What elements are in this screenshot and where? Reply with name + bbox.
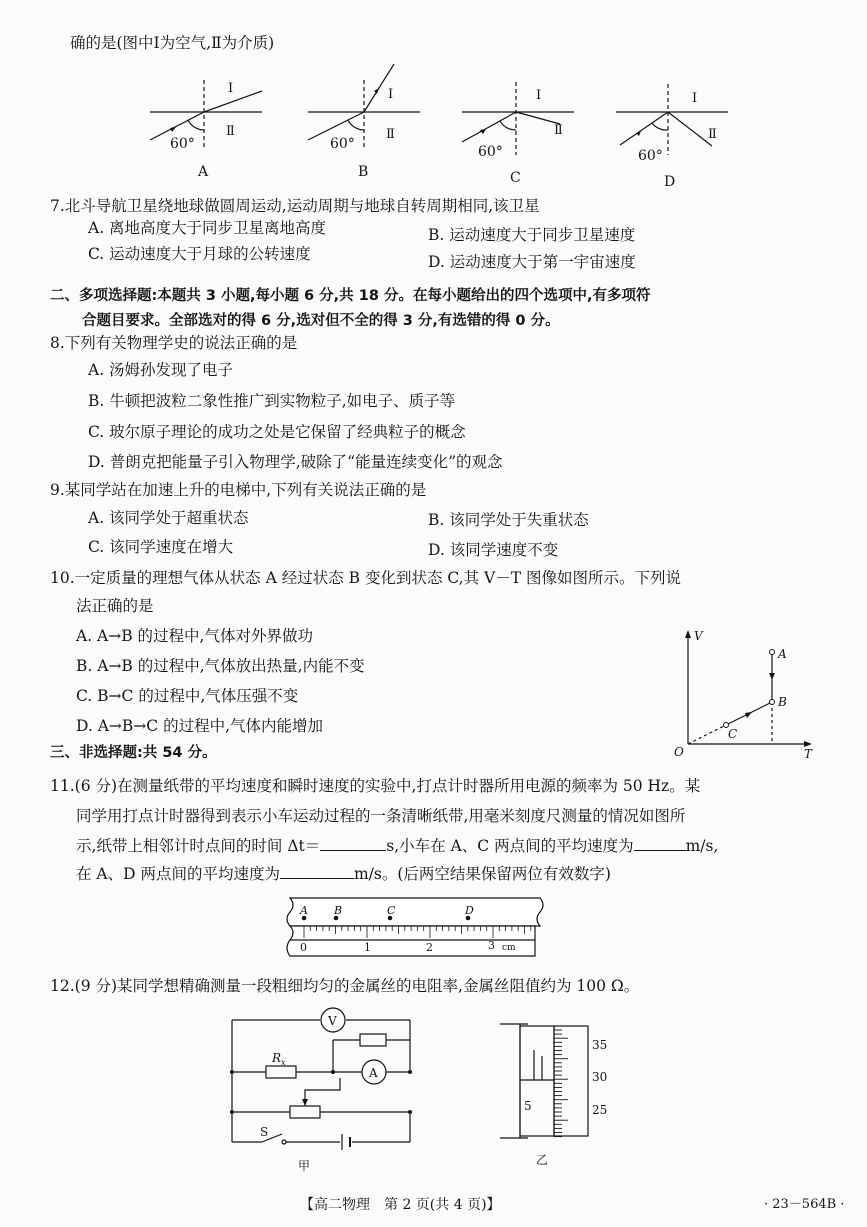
tape-point-c: C xyxy=(387,904,396,917)
q8-option-b: B. 牛顿把波粒二象性推广到实物粒子,如电子、质子等 xyxy=(88,392,456,410)
q9-stem: 9.某同学站在加速上升的电梯中,下列有关说法正确的是 xyxy=(50,481,427,499)
ruler-tick-1: 1 xyxy=(364,941,371,954)
resistor-sub: x xyxy=(281,1058,286,1067)
q12-stem: 12.(9 分)某同学想精确测量一段粗细均匀的金属丝的电阻率,金属丝阻值约为 100 Ω。 xyxy=(50,977,640,995)
q11-line1: 11.(6 分)在测量纸带的平均速度和瞬时速度的实验中,打点计时器所用电源的频率为 50 Hz。某 xyxy=(50,777,701,795)
footer-code: · 23－564B · xyxy=(764,1197,845,1212)
vt-origin: O xyxy=(674,745,684,759)
thimble-30: 30 xyxy=(592,1070,608,1084)
diagD-angle: 60° xyxy=(638,148,663,164)
diagB-medium1: Ⅰ xyxy=(388,87,394,102)
ammeter-label: A xyxy=(369,1066,378,1080)
q11-line4-b: m/s。(后两空结果保留两位有效数字) xyxy=(353,865,611,883)
diagA-medium1: Ⅰ xyxy=(228,81,234,96)
diagC-letter: C xyxy=(510,170,521,186)
q8-stem: 8.下列有关物理学史的说法正确的是 xyxy=(50,334,298,352)
section2-line2: 合题目要求。全部选对的得 6 分,选对但不全的得 3 分,有选错的得 0 分。 xyxy=(82,313,560,329)
q9-option-b: B. 该同学处于失重状态 xyxy=(428,511,589,529)
q10-option-b: B. A→B 的过程中,气体放出热量,内能不变 xyxy=(76,657,365,675)
vt-xlabel: T xyxy=(804,747,813,761)
q6-stem: 确的是(图中Ⅰ为空气,Ⅱ为介质) xyxy=(70,34,275,52)
q7-option-d: D. 运动速度大于第一宇宙速度 xyxy=(428,253,636,271)
q7-option-c: C. 运动速度大于月球的公转速度 xyxy=(88,245,311,263)
ruler-tick-2: 2 xyxy=(426,941,433,954)
switch-label: S xyxy=(260,1125,269,1139)
voltmeter-label: V xyxy=(328,1014,337,1028)
ruler-unit: cm xyxy=(502,943,516,953)
thimble-35: 35 xyxy=(592,1038,608,1052)
tape-point-b: B xyxy=(334,904,343,917)
diagD-medium2: Ⅱ xyxy=(708,127,717,142)
diagB-angle: 60° xyxy=(330,136,355,152)
diagC-angle: 60° xyxy=(478,144,503,160)
q10-option-c: C. B→C 的过程中,气体压强不变 xyxy=(76,687,299,705)
vt-point-b: B xyxy=(778,695,787,709)
q10-option-a: A. A→B 的过程中,气体对外界做功 xyxy=(76,627,313,645)
circuit-caption: 甲 xyxy=(298,1159,311,1173)
q7-option-b: B. 运动速度大于同步卫星速度 xyxy=(428,226,636,244)
q10-option-d: D. A→B→C 的过程中,气体内能增加 xyxy=(76,717,324,735)
q8-option-c: C. 玻尔原子理论的成功之处是它保留了经典粒子的概念 xyxy=(88,423,466,441)
diagA-angle: 60° xyxy=(170,136,195,152)
footer-page: 【高二物理 第 2 页(共 4 页)】 xyxy=(300,1197,501,1213)
q9-option-a: A. 该同学处于超重状态 xyxy=(88,509,249,527)
diagD-medium1: Ⅰ xyxy=(692,91,698,106)
section3-title: 三、非选择题:共 54 分。 xyxy=(50,745,217,761)
q8-option-d: D. 普朗克把能量子引入物理学,破除了“能量连续变化”的观念 xyxy=(88,453,503,471)
q11-line2: 同学用打点计时器得到表示小车运动过程的一条清晰纸带,用毫米刻度尺测量的情况如图所 xyxy=(76,807,686,825)
micrometer-caption: 乙 xyxy=(536,1153,549,1167)
diagB-medium2: Ⅱ xyxy=(386,127,395,142)
q11-line3-a: 示,纸带上相邻计时点间的时间 Δt＝ xyxy=(76,837,321,855)
section2-line1: 二、多项选择题:本题共 3 小题,每小题 6 分,共 18 分。在每小题给出的四个选项中,有多项符 xyxy=(50,288,651,304)
vt-ylabel: V xyxy=(694,629,703,643)
q7-stem: 7.北斗导航卫星绕地球做圆周运动,运动周期与地球自转周期相同,该卫星 xyxy=(50,197,540,215)
q7-option-a: A. 离地高度大于同步卫星离地高度 xyxy=(88,219,327,237)
q11-line4-a: 在 A、D 两点间的平均速度为 xyxy=(76,865,280,883)
tape-point-d: D xyxy=(465,904,474,917)
vt-point-a: A xyxy=(778,647,787,661)
q11-line3-c: m/s, xyxy=(685,837,719,855)
q9-option-d: D. 该同学速度不变 xyxy=(428,541,559,559)
thimble-25: 25 xyxy=(592,1103,608,1117)
diagA-medium2: Ⅱ xyxy=(226,124,235,139)
diagC-medium2: Ⅱ xyxy=(554,123,563,138)
diagB-letter: B xyxy=(358,164,369,180)
q11-line3-b: s,小车在 A、C 两点间的平均速度为 xyxy=(386,837,634,855)
q10-stem-line1: 10.一定质量的理想气体从状态 A 经过状态 B 变化到状态 C,其 V－T 图像如图所示。下列说 xyxy=(50,569,681,587)
ruler-tick-3: 3 xyxy=(488,939,495,952)
q8-option-a: A. 汤姆孙发现了电子 xyxy=(88,361,234,379)
tape-point-a: A xyxy=(300,904,308,917)
vt-point-c: C xyxy=(728,727,738,741)
sleeve-5: 5 xyxy=(524,1099,532,1113)
q9-option-c: C. 该同学速度在增大 xyxy=(88,538,234,556)
q10-stem-line2: 法正确的是 xyxy=(76,597,154,615)
diagC-medium1: Ⅰ xyxy=(536,88,542,103)
diagA-letter: A xyxy=(198,164,209,180)
ruler-tick-0: 0 xyxy=(300,941,307,954)
resistor-label: R xyxy=(272,1051,282,1065)
diagD-letter: D xyxy=(664,174,676,190)
